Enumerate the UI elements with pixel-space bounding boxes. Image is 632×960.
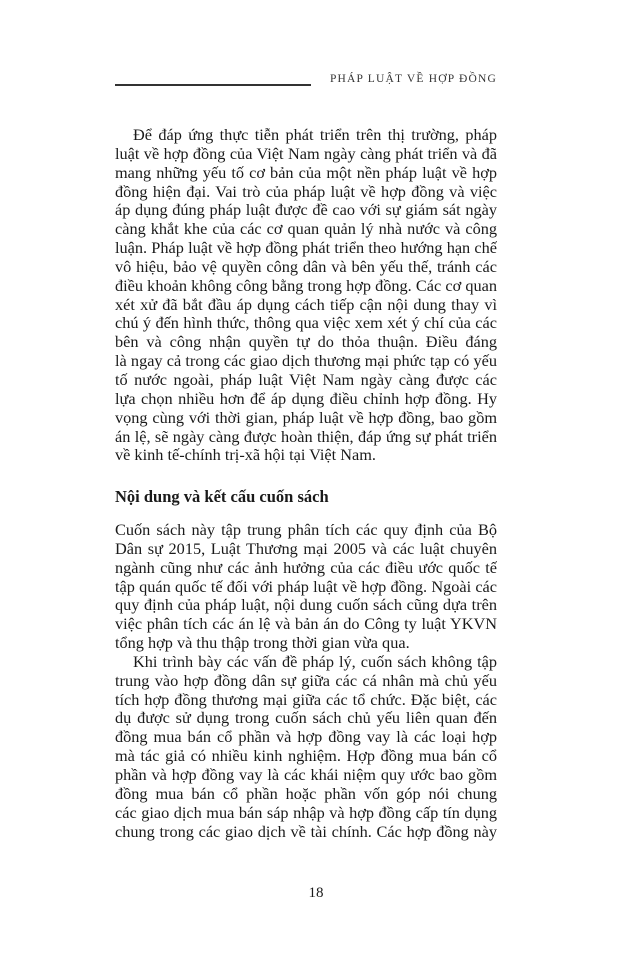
paragraph [115,126,497,465]
text-line: Cuốn sách này tập trung phân tích các quy định của Bộ [115,521,497,540]
page-body [115,126,497,841]
paragraph [115,653,497,841]
text-line: là ngay cả trong các giao dịch thương mại phức tạp có yếu [115,352,497,371]
text-line: Dân sự 2015, Luật Thương mại 2005 và các luật chuyên [115,539,497,558]
text-line: vọng cùng với thời gian, pháp luật về hợp đồng, bao gồm [115,408,497,427]
text-line: đồng hiện đại. Vai trò của pháp luật về hợp đồng và việc [115,182,497,201]
spacer [115,465,497,488]
text-line: luật về hợp đồng của Việt Nam ngày càng phát triển và đã [115,144,497,163]
section-heading: Nội dung và kết cấu cuốn sách [115,487,329,507]
text-line: Để đáp ứng thực tiễn phát triển trên thị trường, pháp [133,126,497,144]
text-line: tổng hợp và thu thập trong thời gian vừa qua. [115,634,410,653]
text-line: mang những yếu tố cơ bản của một nền pháp luật về hợp [115,163,497,182]
text-line: chú ý đến hình thức, thông qua việc xem xét ý chí của các [115,314,497,333]
text-line: việc phân tích các án lệ và bản án do Công ty luật YKVN [115,615,497,634]
text-line: chung trong các giao dịch về tài chính. Các hợp đồng này [115,822,497,841]
text-line: xét xử đã bắt đầu áp dụng cách tiếp cận nội dung thay vì [115,295,497,314]
text-line: ngành cũng như các ảnh hưởng của các điều ước quốc tế [115,558,497,577]
text-line: án lệ, sẽ ngày càng được hoàn thiện, đáp ứng sự phát triển [115,427,497,446]
text-line: càng khắt khe của các cơ quan quản lý nhà nước và công [115,220,497,239]
text-line: áp dụng đúng pháp luật được đề cao với sự giám sát ngày [115,201,497,220]
text-line: luận. Pháp luật về hợp đồng phát triển theo hướng hạn chế [115,239,497,258]
text-line: đồng mua bán cổ phần và hợp đồng vay là các loại hợp [115,728,497,747]
text-line: tích hợp đồng thương mại giữa các tổ chức. Đặc biệt, các [115,690,497,709]
text-line: bên và công nhận quyền tự do thỏa thuận. Điều đáng [115,333,497,352]
text-line: đồng mua bán cổ phần hoặc phần vốn góp nói chung [115,784,497,803]
text-line: lựa chọn nhiều hơn để áp dụng điều chỉnh hợp đồng. Hy [115,389,497,408]
text-line: các giao dịch mua bán sáp nhập và hợp đồng cấp tín dụng [115,803,497,822]
text-line: mà tác giả có nhiều kinh nghiệm. Hợp đồng mua bán cổ [115,747,497,766]
text-line: về kinh tế-chính trị-xã hội tại Việt Nam. [115,446,376,465]
text-line: tố nước ngoài, pháp luật Việt Nam ngày càng được các [115,370,497,389]
page-number: 18 [308,885,324,901]
text-line: Khi trình bày các vấn đề pháp lý, cuốn sách không tập [133,652,497,671]
paragraph [115,521,497,653]
text-line: quy định của pháp luật, nội dung cuốn sách cũng dựa trên [115,596,497,615]
text-line: trung vào hợp đồng dân sự giữa các cá nhân mà chủ yếu [115,671,497,690]
text-line: dụ được sử dụng trong cuốn sách chủ yếu liên quan đến [115,709,497,728]
header-rule [115,84,311,86]
text-line: vô hiệu, bảo vệ quyền công dân và bên yếu thế, tránh các [115,257,497,276]
running-header: PHÁP LUẬT VỀ HỢP ĐỒNG [329,73,497,85]
text-line: phần và hợp đồng vay là các khái niệm quy ước bao gồm [115,766,497,784]
text-line: tập quán quốc tế đối với pháp luật về hợp đồng. Ngoài các [115,577,497,596]
spacer [115,507,497,521]
text-line: điều khoản không công bằng trong hợp đồng. Các cơ quan [115,276,497,295]
